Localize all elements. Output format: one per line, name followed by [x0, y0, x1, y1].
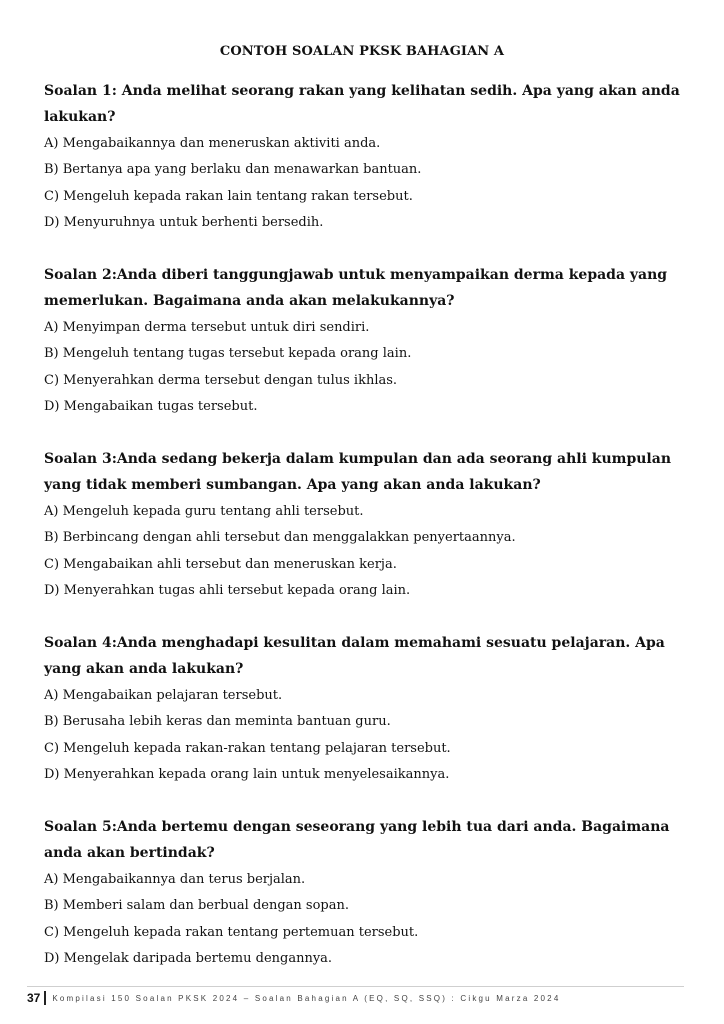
option-a: A) Mengabaikan pelajaran tersebut. [44, 688, 283, 703]
footer-divider [44, 991, 46, 1005]
option-a: A) Mengabaikannya dan meneruskan aktiviti anda. [44, 136, 381, 151]
option-b: B) Berusaha lebih keras dan meminta bantuan guru. [44, 714, 391, 730]
page-number: 37 [27, 991, 41, 1005]
page-footer [27, 986, 684, 1009]
question-1 [44, 78, 684, 236]
option-a: A) Mengeluh kepada guru tentang ahli tersebut. [44, 504, 364, 519]
question-text: Soalan 4:Anda menghadapi kesulitan dalam memahami sesuatu pelajaran. Apa yang akan anda lakukan? [44, 635, 665, 677]
option-d: D) Menyerahkan kepada orang lain untuk menyelesaikannya. [44, 766, 450, 782]
option-d: D) Menyerahkan tugas ahli tersebut kepada orang lain. [44, 582, 411, 598]
option-c: C) Mengeluh kepada rakan tentang pertemuan tersebut. [44, 924, 419, 940]
question-text: Soalan 1: Anda melihat seorang rakan yang kelihatan sedih. Apa yang akan anda lakukan? [44, 83, 680, 125]
footer-text: Kompilasi 150 Soalan PKSK 2024 – Soalan Bahagian A (EQ, SQ, SSQ) : Cikgu Marza 2024 [52, 993, 561, 1003]
question-text: Soalan 2:Anda diberi tanggungjawab untuk menyampaikan derma kepada yang memerlukan. Bagaimana anda akan melakukannya? [44, 267, 668, 309]
option-c: C) Mengeluh kepada rakan-rakan tentang pelajaran tersebut. [44, 740, 451, 756]
question-text: Soalan 3:Anda sedang bekerja dalam kumpulan dan ada seorang ahli kumpulan yang tidak memberi sumbangan. Apa yang akan anda lakukan? [44, 451, 671, 493]
option-a: A) Menyimpan derma tersebut untuk diri sendiri. [44, 320, 370, 335]
option-c: C) Menyerahkan derma tersebut dengan tulus ikhlas. [44, 372, 398, 388]
option-b: B) Mengeluh tentang tugas tersebut kepada orang lain. [44, 346, 412, 362]
option-d: D) Menyuruhnya untuk berhenti bersedih. [44, 214, 324, 230]
option-d: D) Mengabaikan tugas tersebut. [44, 398, 258, 414]
option-b: B) Bertanya apa yang berlaku dan menawarkan bantuan. [44, 162, 422, 178]
option-b: B) Memberi salam dan berbual dengan sopan. [44, 898, 349, 914]
question-2 [44, 262, 684, 420]
option-c: C) Mengeluh kepada rakan lain tentang rakan tersebut. [44, 188, 413, 204]
page-title: CONTOH SOALAN PKSK BAHAGIAN A [219, 44, 505, 59]
option-b: B) Berbincang dengan ahli tersebut dan menggalakkan penyertaannya. [44, 530, 516, 546]
question-3 [44, 446, 684, 604]
question-text: Soalan 5:Anda bertemu dengan seseorang yang lebih tua dari anda. Bagaimana anda akan bertindak? [44, 819, 670, 861]
option-d: D) Mengelak daripada bertemu dengannya. [44, 950, 333, 966]
option-a: A) Mengabaikannya dan terus berjalan. [44, 872, 306, 887]
question-4 [44, 630, 684, 788]
question-5 [44, 814, 684, 972]
option-c: C) Mengabaikan ahli tersebut dan meneruskan kerja. [44, 556, 397, 572]
